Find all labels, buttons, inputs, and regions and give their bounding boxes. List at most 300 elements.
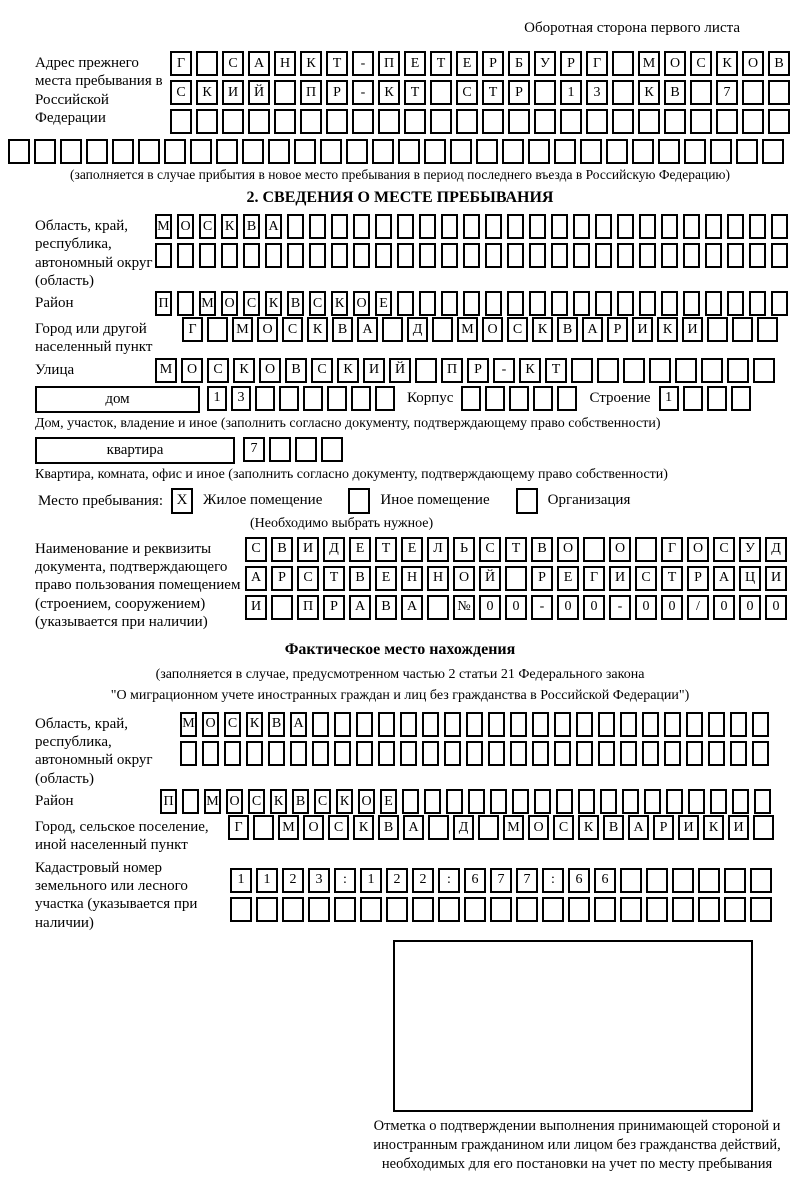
form-cell bbox=[686, 712, 703, 737]
prev-address-row-3 bbox=[170, 109, 794, 134]
form-cell: К bbox=[378, 80, 400, 105]
house-number-cells bbox=[207, 386, 399, 411]
form-cell bbox=[398, 139, 420, 164]
form-cell: С bbox=[222, 51, 244, 76]
city-row bbox=[182, 317, 782, 342]
form-cell: С bbox=[248, 789, 265, 814]
form-cell bbox=[155, 243, 172, 268]
form-cell: С bbox=[282, 317, 303, 342]
form-cell: А bbox=[248, 51, 270, 76]
form-cell: В bbox=[268, 712, 285, 737]
form-cell bbox=[750, 897, 772, 922]
actual-district-label: Район bbox=[35, 793, 74, 810]
form-cell bbox=[375, 243, 392, 268]
form-cell bbox=[672, 868, 694, 893]
form-cell: П bbox=[160, 789, 177, 814]
form-cell bbox=[482, 109, 504, 134]
form-cell bbox=[534, 109, 556, 134]
stroenie-label: Строение bbox=[589, 389, 651, 406]
form-cell bbox=[762, 139, 784, 164]
form-cell bbox=[727, 291, 744, 316]
form-cell bbox=[456, 109, 478, 134]
form-cell: С bbox=[297, 566, 319, 591]
form-cell: О bbox=[742, 51, 764, 76]
form-cell: С bbox=[309, 291, 326, 316]
form-cell: О bbox=[181, 358, 203, 383]
form-cell bbox=[753, 358, 775, 383]
region-row-1 bbox=[155, 214, 793, 239]
form-cell: В bbox=[243, 214, 260, 239]
form-cell bbox=[620, 741, 637, 766]
form-cell bbox=[461, 386, 481, 411]
form-cell: О bbox=[528, 815, 549, 840]
form-cell bbox=[557, 386, 577, 411]
form-cell: Й bbox=[248, 80, 270, 105]
korpus-label: Корпус bbox=[407, 389, 454, 406]
form-cell bbox=[441, 214, 458, 239]
stay-type-note: (Необходимо выбрать нужное) bbox=[250, 515, 434, 531]
form-cell: С bbox=[328, 815, 349, 840]
form-cell bbox=[664, 109, 686, 134]
form-cell: Г bbox=[583, 566, 605, 591]
form-cell: М bbox=[180, 712, 197, 737]
form-cell: И bbox=[682, 317, 703, 342]
form-cell bbox=[334, 712, 351, 737]
form-cell: В bbox=[332, 317, 353, 342]
form-cell: О bbox=[609, 537, 631, 562]
form-cell bbox=[595, 243, 612, 268]
form-cell: В bbox=[531, 537, 553, 562]
form-cell bbox=[533, 386, 553, 411]
form-cell bbox=[742, 80, 764, 105]
form-cell: Ь bbox=[453, 537, 475, 562]
form-cell bbox=[707, 317, 728, 342]
form-cell bbox=[688, 789, 705, 814]
form-cell: : bbox=[334, 868, 356, 893]
form-cell bbox=[177, 291, 194, 316]
form-cell bbox=[749, 291, 766, 316]
form-cell: - bbox=[493, 358, 515, 383]
prev-address-cell-rows bbox=[170, 51, 794, 138]
checkbox-organization bbox=[516, 488, 538, 514]
form-cell: Й bbox=[389, 358, 411, 383]
form-cell bbox=[309, 243, 326, 268]
form-cell bbox=[256, 897, 278, 922]
form-cell: И bbox=[297, 537, 319, 562]
form-cell bbox=[708, 712, 725, 737]
form-cell bbox=[177, 243, 194, 268]
cadastre-label: Кадастровый номер земельного или лесного участка (указывается при наличии) bbox=[35, 859, 198, 931]
form-cell bbox=[724, 868, 746, 893]
form-cell: А bbox=[357, 317, 378, 342]
form-cell bbox=[661, 243, 678, 268]
form-cell: М bbox=[457, 317, 478, 342]
form-cell bbox=[271, 595, 293, 620]
form-cell bbox=[612, 80, 634, 105]
form-cell: К bbox=[300, 51, 322, 76]
form-cell bbox=[646, 897, 668, 922]
form-cell: Е bbox=[456, 51, 478, 76]
form-cell: В bbox=[378, 815, 399, 840]
form-cell: О bbox=[358, 789, 375, 814]
option-organization-label: Организация bbox=[547, 491, 631, 508]
actual-region-cell-rows bbox=[180, 712, 774, 770]
document-label: Наименование и реквизиты документа, подтверждающего право пользования помещением (строением, сооружением) (указывается при наличии) bbox=[35, 540, 241, 630]
form-cell bbox=[490, 789, 507, 814]
form-cell: С bbox=[207, 358, 229, 383]
form-cell: К bbox=[638, 80, 660, 105]
korpus-cells bbox=[461, 386, 581, 411]
form-cell: М bbox=[155, 358, 177, 383]
form-cell bbox=[516, 897, 538, 922]
form-cell bbox=[138, 139, 160, 164]
form-cell bbox=[730, 741, 747, 766]
form-cell bbox=[415, 358, 437, 383]
form-cell bbox=[202, 741, 219, 766]
form-cell: Н bbox=[274, 51, 296, 76]
prev-address-note: (заполняется в случае прибытия в новое место пребывания в период последнего въезда в Российскую Федерацию) bbox=[69, 167, 731, 182]
form-cell bbox=[710, 139, 732, 164]
form-cell bbox=[573, 214, 590, 239]
form-cell bbox=[334, 897, 356, 922]
form-cell bbox=[287, 243, 304, 268]
form-cell bbox=[216, 139, 238, 164]
form-cell bbox=[534, 789, 551, 814]
form-cell: 0 bbox=[557, 595, 579, 620]
form-cell bbox=[488, 741, 505, 766]
form-cell: Т bbox=[326, 51, 348, 76]
form-cell bbox=[400, 741, 417, 766]
form-cell: К bbox=[337, 358, 359, 383]
form-cell bbox=[623, 358, 645, 383]
form-cell bbox=[199, 243, 216, 268]
form-cell bbox=[510, 712, 527, 737]
form-cell bbox=[269, 437, 291, 462]
section2-title: 2. СВЕДЕНИЯ О МЕСТЕ ПРЕБЫВАНИЯ bbox=[246, 189, 554, 206]
form-cell bbox=[207, 317, 228, 342]
form-cell bbox=[444, 741, 461, 766]
form-cell bbox=[752, 712, 769, 737]
actual-location-note-1: (заполняется в случае, предусмотренном частью 2 статьи 21 Федерального закона bbox=[155, 667, 645, 683]
form-cell: О bbox=[482, 317, 503, 342]
form-cell: 2 bbox=[412, 868, 434, 893]
option-other-premises-label: Иное помещение bbox=[380, 491, 490, 508]
form-cell bbox=[397, 291, 414, 316]
form-cell bbox=[476, 139, 498, 164]
form-cell bbox=[617, 291, 634, 316]
form-cell bbox=[295, 437, 317, 462]
form-cell: 2 bbox=[386, 868, 408, 893]
form-cell: П bbox=[155, 291, 172, 316]
form-cell bbox=[683, 291, 700, 316]
form-cell: Г bbox=[170, 51, 192, 76]
form-cell: С bbox=[314, 789, 331, 814]
form-cell: 3 bbox=[231, 386, 251, 411]
form-cell bbox=[274, 109, 296, 134]
form-cell: Й bbox=[479, 566, 501, 591]
form-cell bbox=[466, 741, 483, 766]
form-cell: О bbox=[664, 51, 686, 76]
form-cell: Р bbox=[508, 80, 530, 105]
form-cell bbox=[771, 243, 788, 268]
region-label: Область, край, республика, автономный округ (область) bbox=[35, 218, 153, 289]
form-cell bbox=[664, 712, 681, 737]
form-cell bbox=[360, 897, 382, 922]
form-cell: В bbox=[603, 815, 624, 840]
form-cell bbox=[698, 868, 720, 893]
city-label: Город или другой населенный пункт bbox=[35, 321, 153, 356]
stamp-caption: Отметка о подтверждении выполнения принимающей стороной и иностранным гражданином или лицом без гражданства действий, необходимых для его постановки на учет по месту пребывания bbox=[373, 1117, 781, 1172]
form-cell: М bbox=[204, 789, 221, 814]
form-cell bbox=[490, 897, 512, 922]
form-cell bbox=[400, 712, 417, 737]
form-cell bbox=[639, 243, 656, 268]
form-cell: С bbox=[713, 537, 735, 562]
form-cell: К bbox=[532, 317, 553, 342]
form-cell: М bbox=[155, 214, 172, 239]
form-cell bbox=[683, 243, 700, 268]
form-cell: Н bbox=[427, 566, 449, 591]
form-cell: А bbox=[628, 815, 649, 840]
form-cell: Т bbox=[505, 537, 527, 562]
form-cell bbox=[620, 897, 642, 922]
form-cell: Р bbox=[607, 317, 628, 342]
form-cell bbox=[532, 741, 549, 766]
form-cell: О bbox=[687, 537, 709, 562]
form-cell bbox=[274, 80, 296, 105]
form-cell: С bbox=[245, 537, 267, 562]
form-cell: Г bbox=[661, 537, 683, 562]
form-cell bbox=[639, 291, 656, 316]
form-cell: Е bbox=[349, 537, 371, 562]
prev-address-row-1 bbox=[170, 51, 794, 76]
form-cell bbox=[768, 109, 790, 134]
form-cell bbox=[268, 741, 285, 766]
form-cell: К bbox=[270, 789, 287, 814]
form-cell bbox=[672, 897, 694, 922]
form-cell: В bbox=[285, 358, 307, 383]
form-cell bbox=[701, 358, 723, 383]
form-cell bbox=[312, 741, 329, 766]
form-cell: В bbox=[349, 566, 371, 591]
form-cell: Р bbox=[531, 566, 553, 591]
form-cell bbox=[404, 109, 426, 134]
form-cell bbox=[505, 566, 527, 591]
form-cell: С bbox=[553, 815, 574, 840]
form-cell bbox=[224, 741, 241, 766]
form-cell: Т bbox=[661, 566, 683, 591]
form-cell: 0 bbox=[713, 595, 735, 620]
form-cell bbox=[586, 109, 608, 134]
form-cell bbox=[248, 109, 270, 134]
form-cell bbox=[661, 214, 678, 239]
form-cell bbox=[320, 139, 342, 164]
form-cell bbox=[732, 789, 749, 814]
form-cell: 6 bbox=[568, 868, 590, 893]
form-cell: К bbox=[307, 317, 328, 342]
form-cell: К bbox=[265, 291, 282, 316]
form-cell bbox=[485, 291, 502, 316]
form-cell bbox=[664, 741, 681, 766]
form-cell: Д bbox=[407, 317, 428, 342]
form-cell: Г bbox=[586, 51, 608, 76]
form-cell bbox=[576, 712, 593, 737]
option-residential-label: Жилое помещение bbox=[203, 491, 323, 508]
form-cell bbox=[554, 139, 576, 164]
form-cell bbox=[463, 291, 480, 316]
form-cell bbox=[222, 109, 244, 134]
form-cell: 3 bbox=[586, 80, 608, 105]
form-cell bbox=[617, 214, 634, 239]
form-cell bbox=[382, 317, 403, 342]
form-cell: И bbox=[222, 80, 244, 105]
form-cell: В bbox=[271, 537, 293, 562]
form-cell bbox=[642, 741, 659, 766]
form-cell bbox=[287, 214, 304, 239]
form-cell: М bbox=[503, 815, 524, 840]
prev-address-label: Адрес прежнего места пребывания в Российской Федерации bbox=[35, 55, 163, 126]
form-cell bbox=[290, 741, 307, 766]
form-cell bbox=[180, 741, 197, 766]
form-cell: Е bbox=[380, 789, 397, 814]
form-cell: Е bbox=[375, 291, 392, 316]
prev-address-row-2 bbox=[170, 80, 794, 105]
form-cell bbox=[612, 109, 634, 134]
form-cell bbox=[532, 712, 549, 737]
form-cell bbox=[508, 109, 530, 134]
form-cell bbox=[529, 214, 546, 239]
form-cell: А bbox=[349, 595, 371, 620]
form-cell bbox=[705, 291, 722, 316]
form-cell bbox=[690, 109, 712, 134]
form-cell: Е bbox=[401, 537, 423, 562]
form-cell bbox=[412, 897, 434, 922]
form-cell bbox=[463, 243, 480, 268]
form-cell bbox=[485, 243, 502, 268]
form-cell bbox=[8, 139, 30, 164]
stamp-box bbox=[393, 940, 753, 1112]
form-cell bbox=[196, 51, 218, 76]
form-cell bbox=[430, 80, 452, 105]
form-cell: 7 bbox=[490, 868, 512, 893]
form-cell bbox=[300, 109, 322, 134]
district-block bbox=[0, 291, 800, 316]
form-cell bbox=[753, 815, 774, 840]
form-cell: А bbox=[401, 595, 423, 620]
form-cell bbox=[507, 291, 524, 316]
form-cell bbox=[246, 741, 263, 766]
form-cell: 1 bbox=[360, 868, 382, 893]
form-cell: А bbox=[245, 566, 267, 591]
form-cell bbox=[658, 139, 680, 164]
form-cell bbox=[282, 897, 304, 922]
form-cell bbox=[754, 789, 771, 814]
form-cell: Г bbox=[182, 317, 203, 342]
form-cell bbox=[716, 109, 738, 134]
form-cell: 7 bbox=[716, 80, 738, 105]
form-cell bbox=[771, 214, 788, 239]
actual-city-row bbox=[228, 815, 778, 840]
actual-location-title: Фактическое место нахождения bbox=[284, 641, 516, 659]
form-cell: 2 bbox=[282, 868, 304, 893]
apartment-box: квартира bbox=[35, 437, 235, 464]
form-cell bbox=[488, 712, 505, 737]
form-cell bbox=[346, 139, 368, 164]
form-cell: И bbox=[245, 595, 267, 620]
form-cell: Н bbox=[401, 566, 423, 591]
form-cell: О bbox=[202, 712, 219, 737]
form-cell: К bbox=[703, 815, 724, 840]
form-cell: Д bbox=[323, 537, 345, 562]
form-cell bbox=[60, 139, 82, 164]
form-cell: Л bbox=[427, 537, 449, 562]
form-cell bbox=[606, 139, 628, 164]
form-cell bbox=[529, 243, 546, 268]
form-cell bbox=[768, 80, 790, 105]
form-cell bbox=[432, 317, 453, 342]
form-cell bbox=[353, 214, 370, 239]
actual-location-note-2: "О миграционном учете иностранных граждан и лиц без гражданства в Российской Федерации") bbox=[110, 687, 690, 703]
form-cell: У bbox=[534, 51, 556, 76]
form-cell bbox=[742, 109, 764, 134]
form-cell: В bbox=[664, 80, 686, 105]
form-cell: Т bbox=[482, 80, 504, 105]
house-block bbox=[0, 386, 800, 413]
form-cell: 0 bbox=[505, 595, 527, 620]
form-cell bbox=[170, 109, 192, 134]
form-cell bbox=[707, 386, 727, 411]
cadastre-block bbox=[0, 856, 800, 932]
form-cell bbox=[441, 243, 458, 268]
form-cell bbox=[597, 358, 619, 383]
form-cell: О bbox=[257, 317, 278, 342]
cadastre-row-1 bbox=[230, 868, 776, 893]
form-cell bbox=[331, 214, 348, 239]
form-cell bbox=[509, 386, 529, 411]
form-cell: Т bbox=[430, 51, 452, 76]
form-cell bbox=[731, 386, 751, 411]
form-cell bbox=[485, 386, 505, 411]
form-cell: Р bbox=[560, 51, 582, 76]
form-cell bbox=[690, 80, 712, 105]
form-cell bbox=[253, 815, 274, 840]
form-cell: 6 bbox=[464, 868, 486, 893]
form-cell bbox=[583, 537, 605, 562]
form-cell: О bbox=[353, 291, 370, 316]
form-cell bbox=[422, 712, 439, 737]
form-cell bbox=[444, 712, 461, 737]
form-cell bbox=[580, 139, 602, 164]
form-cell: 1 bbox=[256, 868, 278, 893]
form-cell bbox=[446, 789, 463, 814]
street-row bbox=[155, 358, 779, 383]
form-cell: И bbox=[728, 815, 749, 840]
form-cell: - bbox=[352, 80, 374, 105]
form-cell bbox=[612, 51, 634, 76]
actual-region-block bbox=[0, 712, 800, 788]
form-cell bbox=[749, 214, 766, 239]
form-cell bbox=[529, 291, 546, 316]
form-cell: А bbox=[403, 815, 424, 840]
form-cell: - bbox=[609, 595, 631, 620]
form-cell bbox=[642, 712, 659, 737]
form-cell bbox=[190, 139, 212, 164]
form-cell: О bbox=[303, 815, 324, 840]
form-cell bbox=[542, 897, 564, 922]
stroenie-cells bbox=[659, 386, 755, 411]
form-cell bbox=[551, 214, 568, 239]
form-cell bbox=[402, 789, 419, 814]
